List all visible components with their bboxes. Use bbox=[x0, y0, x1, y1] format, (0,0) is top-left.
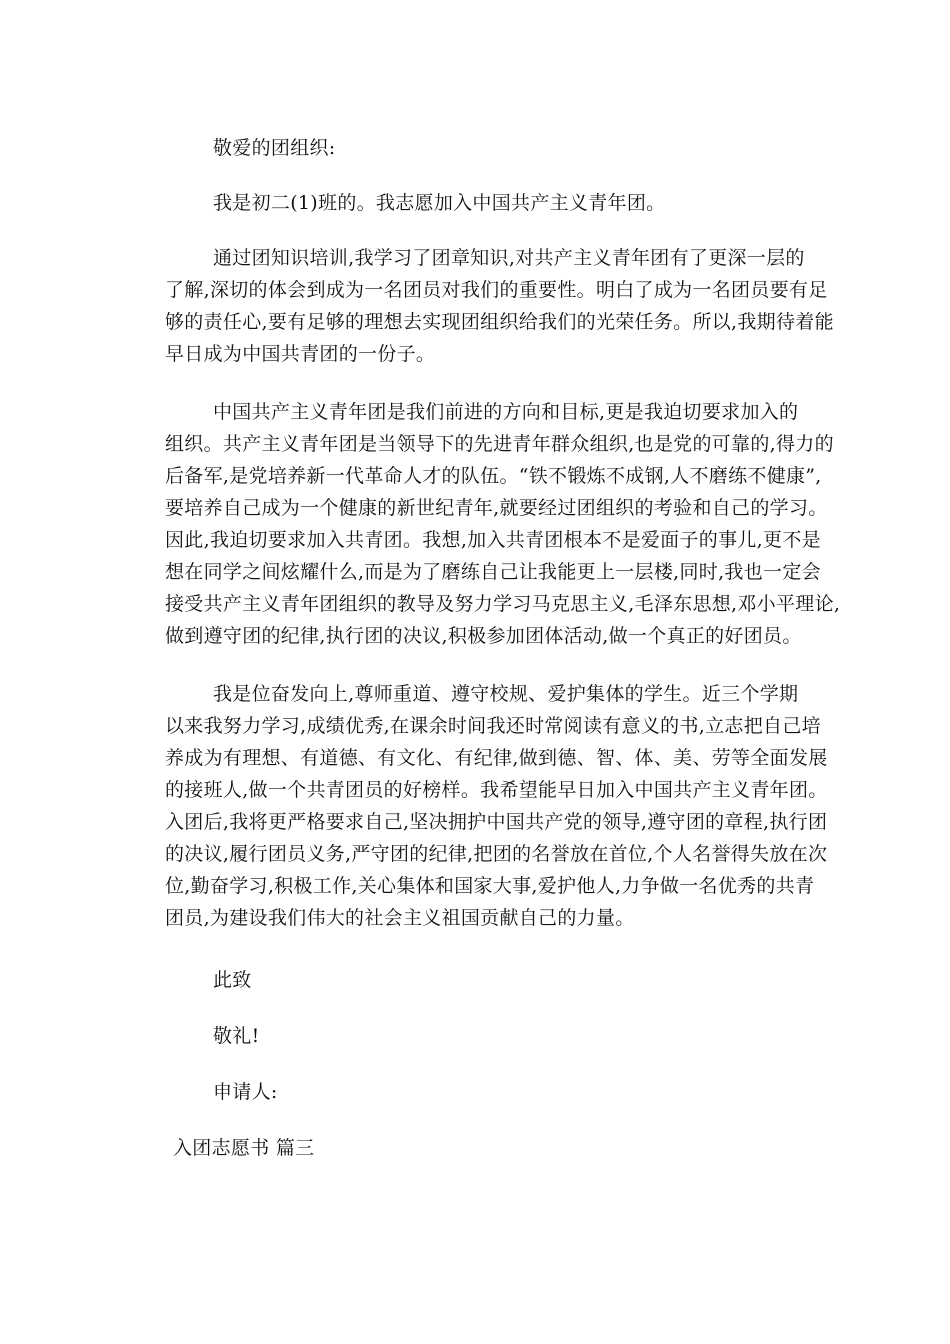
paragraph-line: 接受共产主义青年团组织的教导及努力学习马克思主义,毛泽东思想,邓小平理论, bbox=[165, 593, 841, 615]
paragraph-line: 以来我努力学习,成绩优秀,在课余时间我还时常阅读有意义的书,立志把自己培 bbox=[165, 715, 821, 737]
paragraph-line: 因此,我迫切要求加入共青团。我想,加入共青团根本不是爱面子的事儿,更不是 bbox=[165, 529, 821, 551]
paragraph-line: 位,勤奋学习,积极工作,关心集体和国家大事,爱护他人,力争做一名优秀的共青 bbox=[165, 875, 815, 897]
paragraph-line: 组织。共产主义青年团是当领导下的先进青年群众组织,也是党的可靠的,得力的 bbox=[165, 433, 834, 455]
next-section-heading: 入团志愿书 篇三 bbox=[173, 1137, 315, 1159]
salutation: 敬爱的团组织: bbox=[213, 137, 336, 159]
paragraph-line: 早日成为中国共青团的一份子。 bbox=[165, 343, 436, 365]
paragraph-line: 后备军,是党培养新一代革命人才的队伍。“铁不锻炼不成钢,人不磨练不健康”, bbox=[165, 465, 822, 487]
paragraph-line: 想在同学之间炫耀什么,而是为了磨练自己让我能更上一层楼,同时,我也一定会 bbox=[165, 561, 821, 583]
paragraph-line: 我是位奋发向上,尊师重道、遵守校规、爱护集体的学生。近三个学期 bbox=[213, 683, 799, 705]
paragraph-line: 中国共产主义青年团是我们前进的方向和目标,更是我迫切要求加入的 bbox=[213, 401, 799, 423]
applicant-label: 申请人: bbox=[213, 1081, 278, 1103]
paragraph-line: 通过团知识培训,我学习了团章知识,对共产主义青年团有了更深一层的 bbox=[213, 247, 805, 269]
closing-jingli: 敬礼! bbox=[213, 1025, 260, 1047]
intro-line: 我是初二(1)班的。我志愿加入中国共产主义青年团。 bbox=[213, 192, 666, 214]
paragraph-line: 的决议,履行团员义务,严守团的纪律,把团的名誉放在首位,个人名誉得失放在次 bbox=[165, 843, 828, 865]
paragraph-line: 入团后,我将更严格要求自己,坚决拥护中国共产党的领导,遵守团的章程,执行团 bbox=[165, 811, 828, 833]
paragraph-line: 团员,为建设我们伟大的社会主义祖国贡献自己的力量。 bbox=[165, 907, 635, 929]
paragraph-line: 做到遵守团的纪律,执行团的决议,积极参加团体活动,做一个真正的好团员。 bbox=[165, 625, 802, 647]
paragraph-line: 要培养自己成为一个健康的新世纪青年,就要经过团组织的考验和自己的学习。 bbox=[165, 497, 828, 519]
paragraph-line: 够的责任心,要有足够的理想去实现团组织给我们的光荣任务。所以,我期待着能 bbox=[165, 311, 834, 333]
paragraph-line: 养成为有理想、有道德、有文化、有纪律,做到德、智、体、美、劳等全面发展 bbox=[165, 747, 828, 769]
paragraph-line: 了解,深切的体会到成为一名团员对我们的重要性。明白了成为一名团员要有足 bbox=[165, 279, 828, 301]
paragraph-line: 的接班人,做一个共青团员的好榜样。我希望能早日加入中国共产主义青年团。 bbox=[165, 779, 828, 801]
closing-cizhi: 此致 bbox=[213, 969, 252, 991]
